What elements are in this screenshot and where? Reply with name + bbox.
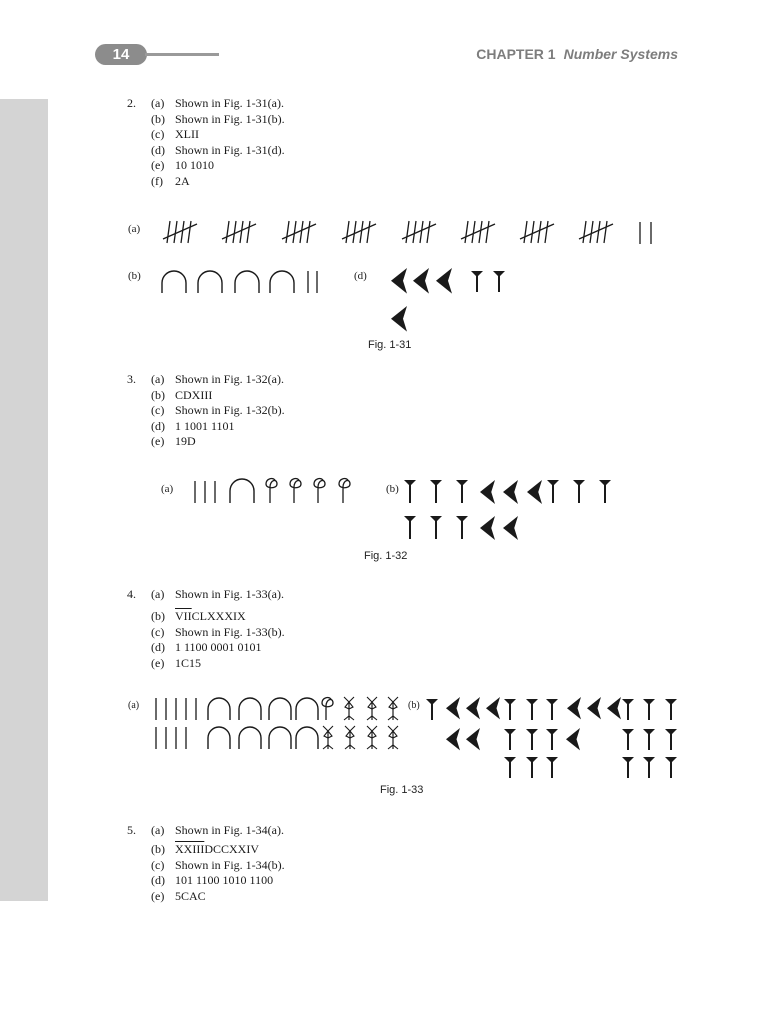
answer-label: (e) bbox=[151, 888, 165, 903]
answer-label: (a) bbox=[151, 823, 165, 837]
answer-label: (f) bbox=[151, 173, 163, 188]
egyptian-coil-icon bbox=[290, 479, 301, 503]
fig-1-31-label-d: (d) bbox=[354, 270, 367, 282]
chapter-title: Number Systems bbox=[563, 46, 678, 62]
babylonian-chevron-icon bbox=[503, 516, 518, 540]
babylonian-chevron-icon bbox=[587, 697, 601, 719]
tally-icon bbox=[222, 221, 256, 243]
egyptian-coil-icon bbox=[314, 479, 325, 503]
tally-icon bbox=[342, 221, 376, 243]
answer-label: (d) bbox=[151, 418, 165, 433]
babylonian-wedge-icon bbox=[599, 480, 611, 503]
answer-label: (a) bbox=[151, 372, 165, 386]
answer-text: Shown in Fig. 1-31(d). bbox=[175, 142, 285, 157]
tally-icon bbox=[520, 221, 554, 243]
babylonian-wedge-icon bbox=[643, 757, 655, 778]
fig-1-33-label-a: (a) bbox=[128, 700, 140, 711]
fig-1-31-caption: Fig. 1-31 bbox=[368, 339, 412, 351]
egyptian-lotus-icon bbox=[367, 697, 377, 720]
fig-1-33-caption: Fig. 1-33 bbox=[380, 784, 424, 796]
fig-1-33-label-b: (b) bbox=[408, 700, 420, 711]
fig-1-32-caption: Fig. 1-32 bbox=[364, 550, 408, 562]
babylonian-wedge-icon bbox=[573, 480, 585, 503]
egyptian-heel-icon bbox=[235, 271, 259, 293]
egyptian-heel-icon bbox=[270, 271, 294, 293]
egyptian-coil-icon bbox=[339, 479, 350, 503]
problem-number: 2. bbox=[127, 96, 136, 110]
egyptian-coil-icon bbox=[266, 479, 277, 503]
answer-text: 1 1001 1101 bbox=[175, 418, 235, 433]
babylonian-chevron-icon bbox=[607, 697, 621, 719]
answer-label: (b) bbox=[151, 842, 165, 856]
answer-text: 2A bbox=[175, 173, 190, 188]
answer-text: CDXIII bbox=[175, 387, 213, 402]
problem-number: 3. bbox=[127, 372, 136, 386]
answer-text: Shown in Fig. 1-32(a). bbox=[175, 372, 284, 386]
egyptian-lotus-icon bbox=[344, 697, 354, 720]
egyptian-heel-icon bbox=[269, 698, 291, 720]
babylonian-wedge-icon bbox=[643, 699, 655, 720]
fig-1-31-label-b: (b) bbox=[128, 270, 141, 282]
babylonian-chevron-icon bbox=[446, 728, 460, 750]
answer-text: 10 1010 bbox=[175, 158, 214, 173]
egyptian-heel-icon bbox=[208, 698, 230, 720]
answer-text: Shown in Fig. 1-32(b). bbox=[175, 403, 285, 418]
tally-icon bbox=[402, 221, 436, 243]
babylonian-wedge-icon bbox=[456, 516, 468, 539]
babylonian-wedge-icon bbox=[665, 729, 677, 750]
babylonian-wedge-icon bbox=[504, 757, 516, 778]
overlined-numeral: $\overline{VII}$ bbox=[175, 609, 192, 623]
answer-text: Shown in Fig. 1-33(b). bbox=[175, 624, 285, 639]
egyptian-lotus-icon bbox=[323, 726, 333, 749]
egyptian-heel-icon bbox=[230, 479, 254, 503]
chapter-label: CHAPTER 1 bbox=[476, 46, 556, 62]
egyptian-heel-icon bbox=[208, 727, 230, 749]
babylonian-chevron-icon bbox=[436, 268, 452, 294]
babylonian-chevron-icon bbox=[466, 697, 480, 719]
egyptian-heel-icon bbox=[296, 727, 318, 749]
babylonian-wedge-icon bbox=[504, 699, 516, 720]
answer-text: Shown in Fig. 1-34(b). bbox=[175, 857, 285, 872]
egyptian-heel-icon bbox=[296, 698, 318, 720]
babylonian-chevron-icon bbox=[466, 728, 480, 750]
babylonian-wedge-icon bbox=[404, 480, 416, 503]
babylonian-chevron-icon bbox=[567, 697, 581, 719]
babylonian-wedge-icon bbox=[526, 699, 538, 720]
fig-1-32-label-b: (b) bbox=[386, 483, 399, 495]
egyptian-lotus-icon bbox=[388, 726, 398, 749]
egyptian-heel-icon bbox=[269, 727, 291, 749]
tally-icon bbox=[163, 221, 197, 243]
egyptian-coil-icon bbox=[322, 698, 333, 720]
answer-text: 1C15 bbox=[175, 655, 202, 670]
tally-icon bbox=[579, 221, 613, 243]
babylonian-wedge-icon bbox=[665, 757, 677, 778]
answer-text: Shown in Fig. 1-31(a). bbox=[175, 96, 284, 110]
answer-text: XLII bbox=[175, 127, 199, 142]
answer-label: (d) bbox=[151, 142, 165, 157]
babylonian-wedge-icon bbox=[546, 729, 558, 750]
overlined-numeral: XXIII bbox=[175, 842, 205, 856]
babylonian-chevron-icon bbox=[391, 306, 407, 332]
babylonian-chevron-icon bbox=[480, 480, 495, 504]
answer-text: 101 1100 1010 1100 bbox=[175, 873, 274, 888]
babylonian-wedge-icon bbox=[430, 516, 442, 539]
answer-text: 5CAC bbox=[175, 888, 206, 903]
babylonian-wedge-icon bbox=[643, 729, 655, 750]
egyptian-lotus-icon bbox=[367, 726, 377, 749]
answer-label: (c) bbox=[151, 403, 165, 418]
babylonian-wedge-icon bbox=[493, 271, 505, 292]
babylonian-wedge-icon bbox=[426, 699, 438, 720]
answer-label: (d) bbox=[151, 640, 165, 655]
babylonian-wedge-icon bbox=[404, 516, 416, 539]
babylonian-chevron-icon bbox=[413, 268, 429, 294]
babylonian-wedge-icon bbox=[665, 699, 677, 720]
babylonian-chevron-icon bbox=[391, 268, 407, 294]
answer-label: (c) bbox=[151, 857, 165, 872]
page-number-badge: 14 bbox=[95, 44, 147, 65]
answer-label: (d) bbox=[151, 873, 165, 888]
babylonian-chevron-icon bbox=[446, 697, 460, 719]
answer-text: 1 1100 0001 0101 bbox=[175, 640, 262, 655]
babylonian-chevron-icon bbox=[566, 728, 580, 750]
egyptian-lotus-icon bbox=[345, 726, 355, 749]
tally-icon bbox=[282, 221, 316, 243]
fig-1-32-label-a: (a) bbox=[161, 483, 174, 495]
babylonian-wedge-icon bbox=[471, 271, 483, 292]
answer-text: Shown in Fig. 1-33(a). bbox=[175, 587, 284, 601]
babylonian-chevron-icon bbox=[503, 480, 518, 504]
babylonian-wedge-icon bbox=[622, 729, 634, 750]
answer-label: (c) bbox=[151, 624, 165, 639]
babylonian-wedge-icon bbox=[526, 757, 538, 778]
babylonian-wedge-icon bbox=[456, 480, 468, 503]
egyptian-heel-icon bbox=[198, 271, 222, 293]
answer-label: (b) bbox=[151, 111, 165, 126]
egyptian-lotus-icon bbox=[388, 697, 398, 720]
answer-label: (b) bbox=[151, 387, 165, 402]
babylonian-wedge-icon bbox=[622, 699, 634, 720]
babylonian-wedge-icon bbox=[622, 757, 634, 778]
babylonian-wedge-icon bbox=[526, 729, 538, 750]
answer-label: (e) bbox=[151, 434, 165, 449]
answer-text: 19D bbox=[175, 434, 196, 449]
egyptian-heel-icon bbox=[239, 698, 261, 720]
numeral-rest: CLXXXIX bbox=[191, 609, 246, 623]
babylonian-chevron-icon bbox=[480, 516, 495, 540]
babylonian-chevron-icon bbox=[486, 697, 500, 719]
babylonian-chevron-icon bbox=[527, 480, 542, 504]
answer-label: (a) bbox=[151, 587, 165, 601]
babylonian-wedge-icon bbox=[547, 480, 559, 503]
egyptian-heel-icon bbox=[162, 271, 186, 293]
babylonian-wedge-icon bbox=[546, 699, 558, 720]
answer-label: (c) bbox=[151, 127, 165, 142]
answer-label: (e) bbox=[151, 655, 165, 670]
problem-number: 4. bbox=[127, 587, 136, 601]
problem-number: 5. bbox=[127, 823, 136, 837]
answer-label: (b) bbox=[151, 609, 165, 623]
babylonian-wedge-icon bbox=[430, 480, 442, 503]
numeral-rest: DCCXXIV bbox=[204, 842, 259, 856]
egyptian-heel-icon bbox=[239, 727, 261, 749]
tally-icon bbox=[461, 221, 495, 243]
answer-text: Shown in Fig. 1-31(b). bbox=[175, 111, 285, 126]
answer-label: (a) bbox=[151, 96, 165, 110]
babylonian-wedge-icon bbox=[546, 757, 558, 778]
answer-text: Shown in Fig. 1-34(a). bbox=[175, 823, 284, 837]
answer-label: (e) bbox=[151, 158, 165, 173]
fig-1-31-label-a: (a) bbox=[128, 223, 141, 235]
babylonian-wedge-icon bbox=[504, 729, 516, 750]
